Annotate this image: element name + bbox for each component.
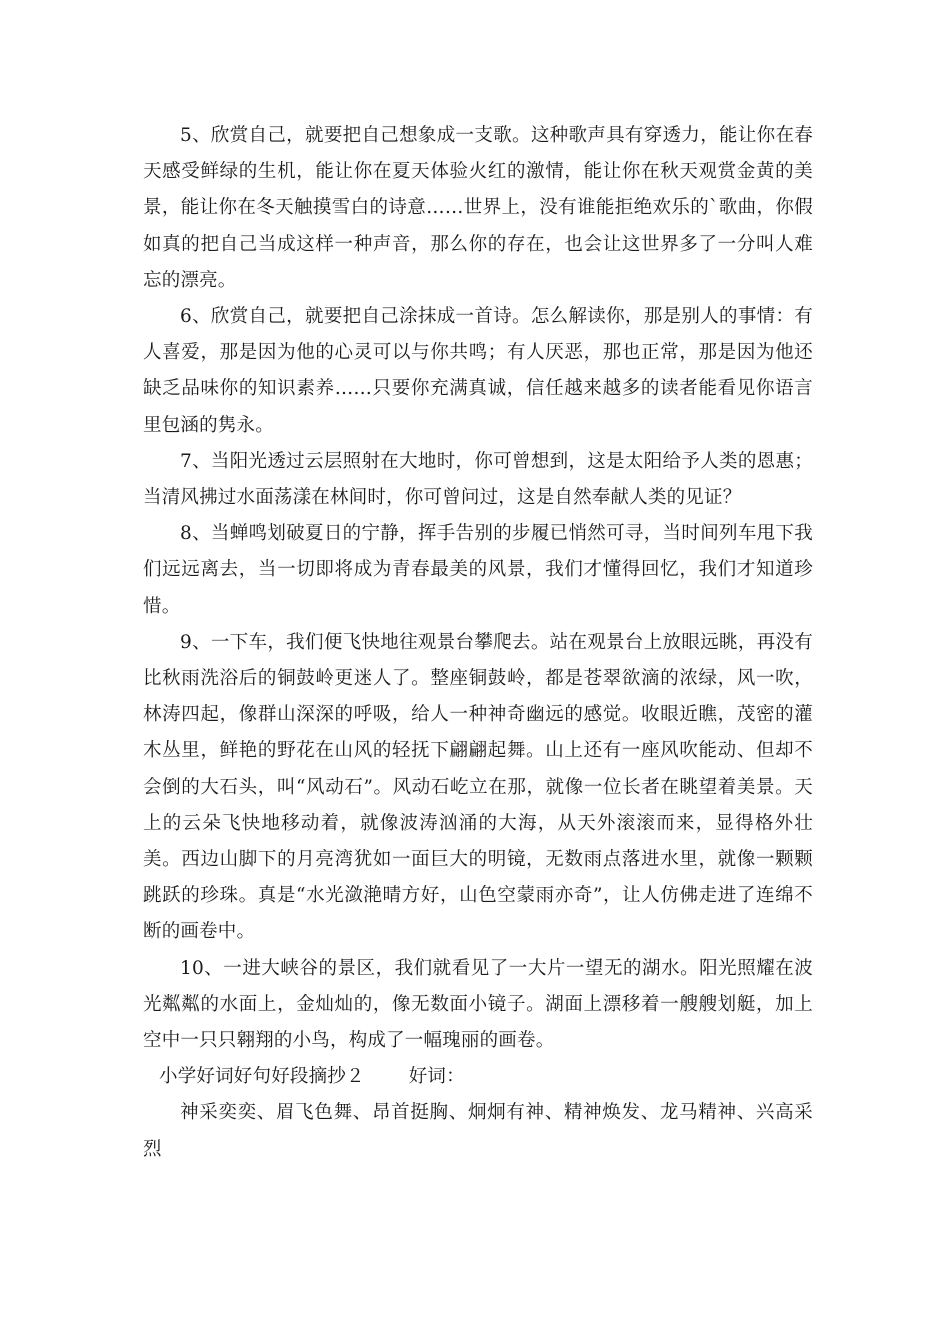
paragraph-8: 8、当蝉鸣划破夏日的宁静，挥手告别的步履已悄然可寻，当时间列车甩下我们远远离去，当一切即将成为青春最美的风景，我们才懂得回忆，我们才知道珍惜。 [143,523,813,617]
paragraph-5: 5、欣赏自己，就要把自己想象成一支歌。这种歌声具有穿透力，能让你在春天感受鲜绿的生机，能让你在夏天体验火红的激情，能让你在秋天观赏金黄的美景，能让你在冬天触摸雪白的诗意……世界上，没有谁能拒绝欢乐的`歌曲，你假如真的把自己当成这样一种声音，那么你的存在，也会让这世界多了一分叫人难忘的漂亮。 [143,125,813,291]
paragraph-9: 9、一下车，我们便飞快地往观景台攀爬去。站在观景台上放眼远眺，再没有比秋雨洗浴后的铜鼓岭更迷人了。整座铜鼓岭，都是苍翠欲滴的浓绿，风一吹，林涛四起，像群山深深的呼吸，给人一种神奇幽远的感觉。收眼近瞧，茂密的灌木丛里，鲜艳的野花在山风的轻抚下翩翩起舞。山上还有一座风吹能动、但却不会倒的大石头，叫“风动石”。风动石屹立在那，就像一位长者在眺望着美景。天上的云朵飞快地移动着，就像波涛汹涌的大海，从天外滚滚而来，显得格外壮美。西边山脚下的月亮湾犹如一面巨大的明镜，无数雨点落进水里，就像一颗颗跳跃的珍珠。真是“水光潋滟晴方好，山色空蒙雨亦奇”，让人仿佛走进了连绵不断的画卷中。 [143,631,813,943]
section-title: 小学好词好句好段摘抄２ [159,1066,365,1088]
words-paragraph: 神采奕奕、眉飞色舞、昂首挺胸、炯炯有神、精神焕发、龙马精神、兴高采烈 [143,1102,813,1160]
paragraph-10: 10、一进大峡谷的景区，我们就看见了一大片一望无的湖水。阳光照耀在波光粼粼的水面上，金灿灿的，像无数面小镜子。湖面上漂移着一艘艘划艇，加上空中一只只翱翔的小鸟，构成了一幅瑰丽的画卷。 [143,957,813,1052]
paragraph-7: 7、当阳光透过云层照射在大地时，你可曾想到，这是太阳给予人类的恩惠；当清风拂过水面荡漾在林间时，你可曾问过，这是自然奉献人类的见证？ [143,450,813,509]
section-heading [143,1059,813,1095]
paragraph-6: 6、欣赏自己，就要把自己涂抹成一首诗。怎么解读你，那是别人的事情：有人喜爱，那是因为他的心灵可以与你共鸣；有人厌恶，那也正常，那是因为他还缺乏品味你的知识素养……只要你充满真诚，信任越来越多的读者能看见你语言里包涵的隽永。 [143,306,813,436]
document-body [143,118,813,1168]
section-label: 好词： [408,1066,465,1088]
